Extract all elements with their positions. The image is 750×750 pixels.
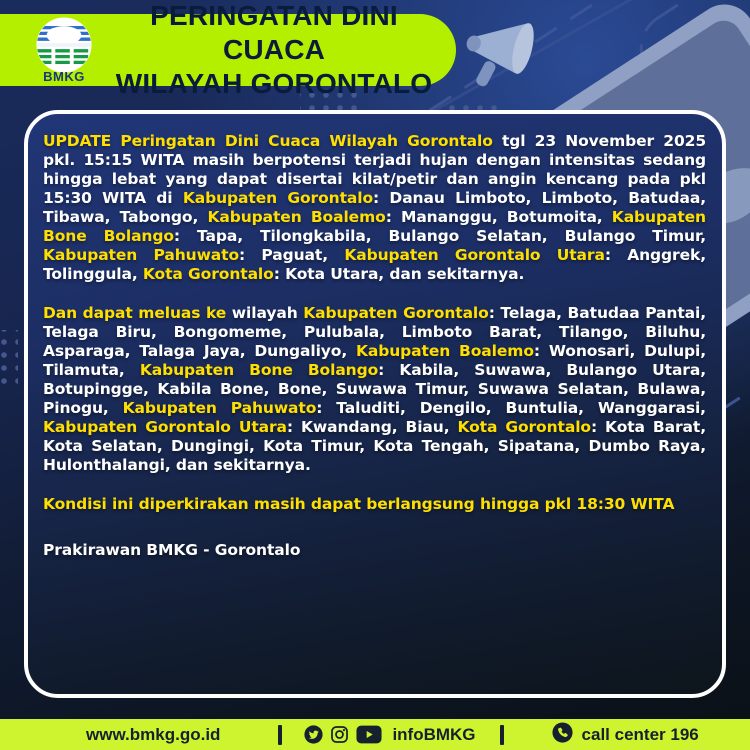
bmkg-logo-icon — [35, 16, 93, 74]
instagram-icon — [330, 725, 349, 744]
social-handle-label: infoBMKG — [392, 724, 476, 744]
footer-bar — [0, 719, 750, 750]
body-text: : Anggrek, Tolinggula, — [43, 246, 706, 283]
footer-divider — [278, 725, 282, 745]
body-text: wilayah — [226, 304, 304, 322]
body-text: : Taluditi, Dengilo, Buntulia, Wanggarasi, — [316, 399, 706, 417]
body-text: tgl 23 November 2025 pkl. 15:15 WITA masih berpotensi terjadi hujan dengan intensitas sedang hingga lebat yang dapat disertai kilat/petir dan angin kencang pada pkl 15:30 WITA di — [43, 132, 706, 207]
warning-text — [43, 132, 706, 560]
body-text: : Kota Utara, dan sekitarnya. — [273, 265, 525, 283]
warning-paragraph-duration — [43, 495, 706, 514]
highlighted-text: UPDATE Peringatan Dini Cuaca Wilayah Gorontalo — [43, 132, 493, 150]
highlighted-text: Kota Gorontalo — [457, 418, 591, 436]
footer-divider — [500, 725, 504, 745]
warning-panel — [24, 110, 726, 698]
bmkg-logo — [24, 16, 104, 84]
warning-paragraph-lead — [43, 304, 706, 475]
title-line-1: PERINGATAN DINI CUACA — [150, 0, 398, 65]
dots-grid — [0, 330, 18, 386]
body-text: Prakirawan BMKG - Gorontalo — [43, 541, 301, 559]
body-text: : Wonosari, Dulupi, Tilamuta, — [43, 342, 707, 379]
social-media-group — [304, 725, 475, 745]
body-text: : Kota Barat, Kota Selatan, Dungingi, Kota Timur, Kota Tengah, Sipatana, Dumbo Raya, Hulonthalangi, dan sekitarnya. — [43, 418, 706, 474]
phone-icon — [552, 722, 573, 748]
body-text: : Kwandang, Biau, — [286, 418, 458, 436]
website-link: www.bmkg.go.id — [86, 724, 221, 744]
highlighted-text: Kabupaten Gorontalo Utara — [344, 246, 605, 264]
highlighted-text: Kabupaten Bone Bolango — [139, 361, 379, 379]
highlighted-text: Kabupaten Gorontalo — [182, 189, 374, 207]
title-line-2: WILAYAH GORONTALO — [115, 68, 433, 99]
body-text: : Kabila, Suwawa, Bulango Utara, Botupingge, Kabila Bone, Bone, Suwawa Timur, Suwawa Selatan, Bulawa, Pinogu, — [43, 361, 706, 417]
youtube-icon — [356, 725, 382, 744]
highlighted-text: Kabupaten Gorontalo — [303, 304, 489, 322]
body-text: : Telaga, Batudaa Pantai, Telaga Biru, Bongomeme, Pulubala, Limboto Barat, Tilango, Biluhu, Asparaga, Talaga Jaya, Dungaliyo, — [43, 304, 706, 360]
body-text: : Tapa, Tilongkabila, Bulango Selatan, Bulango Timur, — [173, 227, 706, 245]
body-text: : Mananggu, Botumoita, — [385, 208, 612, 226]
highlighted-text: Kabupaten Pahuwato — [122, 399, 317, 417]
highlighted-text: Kabupaten Boalemo — [207, 208, 386, 226]
highlighted-text: Kabupaten Boalemo — [355, 342, 534, 360]
bmkg-logo-label: BMKG — [43, 69, 85, 84]
call-center-label: call center 196 — [581, 724, 699, 744]
poster-title — [104, 0, 456, 101]
highlighted-text: Dan dapat meluas ke — [43, 304, 227, 322]
highlighted-text: Kabupaten Bone Bolango — [43, 208, 706, 245]
body-text: : Paguat, — [239, 246, 345, 264]
twitter-icon — [304, 725, 323, 744]
highlighted-text: Kota Gorontalo — [142, 265, 274, 283]
highlighted-text: Kondisi ini diperkirakan masih dapat berlangsung hingga pkl 18:30 WITA — [43, 495, 675, 513]
body-text: : Danau Limboto, Limboto, Batudaa, Tibawa, Tabongo, — [43, 189, 707, 226]
highlighted-text: Kabupaten Pahuwato — [43, 246, 240, 264]
warning-paragraph-signature — [43, 541, 706, 560]
header-banner — [0, 0, 456, 99]
call-center-group — [552, 722, 699, 748]
highlighted-text: Kabupaten Gorontalo Utara — [43, 418, 287, 436]
warning-paragraph-lead — [43, 132, 706, 284]
